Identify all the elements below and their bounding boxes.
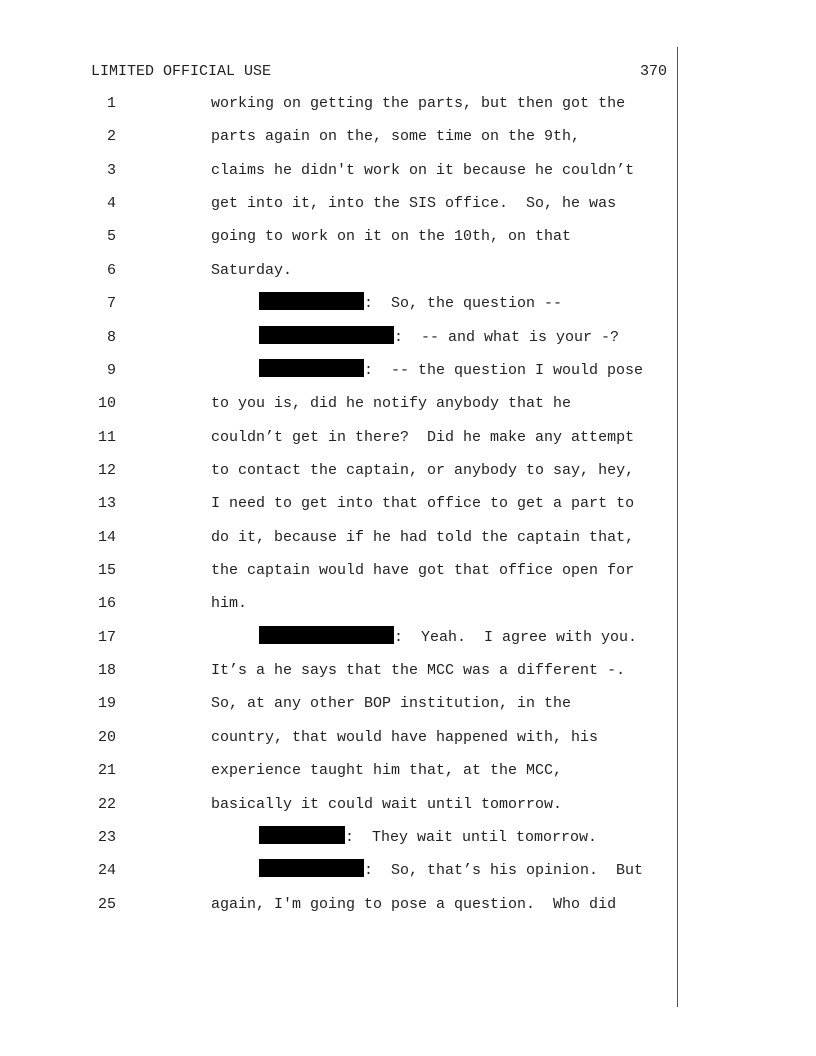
line-number: 6 [106,261,116,279]
transcript-line [0,125,680,158]
transcript-line [0,292,680,325]
line-text: I need to get into that office to get a part to [211,495,635,513]
line-number: 21 [97,762,116,780]
line-text: It’s a he says that the MCC was a different -. [211,662,626,680]
line-number: 1 [106,95,116,112]
line-number: 3 [106,161,116,179]
transcript-line [0,92,680,125]
line-number: 5 [106,228,116,246]
transcript-line [0,192,680,225]
transcript-line [0,859,680,892]
redacted-speaker-name [259,292,364,310]
speaker-line [259,826,597,849]
line-text: : So, that’s his opinion. But [364,862,644,880]
line-text: couldn’t get in there? Did he make any attempt [211,428,635,446]
transcript-line [0,893,680,926]
transcript-line [0,426,680,459]
line-text: experience taught him that, at the MCC, [211,762,563,780]
transcript-line [0,392,680,425]
line-text: get into it, into the SIS office. So, he was [211,195,617,213]
transcript-body [0,92,680,926]
speaker-line [259,626,637,649]
line-number: 22 [97,795,116,813]
transcript-line [0,492,680,525]
line-number: 14 [97,528,116,546]
redacted-speaker-name [259,359,364,377]
line-number: 7 [106,295,116,313]
line-text: going to work on it on the 10th, on that [211,228,572,246]
line-text: to you is, did he notify anybody that he [211,395,572,413]
line-number: 25 [97,895,116,913]
line-text: the captain would have got that office open for [211,562,635,580]
transcript-line [0,826,680,859]
transcript-line [0,759,680,792]
transcript-line [0,559,680,592]
line-text: again, I'm going to pose a question. Who did [211,895,617,913]
line-number: 16 [97,595,116,613]
line-number: 19 [97,695,116,713]
transcript-line [0,726,680,759]
transcript-line [0,793,680,826]
speaker-line [259,359,643,382]
transcript-line [0,659,680,692]
line-number: 13 [97,495,116,513]
transcript-line [0,526,680,559]
line-number: 10 [97,395,116,413]
redacted-speaker-name [259,826,345,844]
line-number: 9 [106,361,116,379]
line-number: 11 [97,428,116,446]
line-text: country, that would have happened with, his [211,728,599,746]
line-number: 2 [106,128,116,146]
speaker-line [259,326,619,349]
line-text: : They wait until tomorrow. [345,828,598,846]
line-text: : Yeah. I agree with you. [394,628,638,646]
speaker-line [259,292,562,315]
transcript-line [0,626,680,659]
line-number: 18 [97,662,116,680]
line-text: him. [211,595,248,613]
line-text: So, at any other BOP institution, in the [211,695,572,713]
line-text: do it, because if he had told the captain that, [211,528,635,546]
line-text: basically it could wait until tomorrow. [211,795,563,813]
transcript-line [0,326,680,359]
page-header [91,62,667,82]
transcript-line [0,225,680,258]
line-number: 23 [97,828,116,846]
speaker-line [259,859,643,882]
line-text: Saturday. [211,261,293,279]
transcript-line [0,459,680,492]
line-number: 17 [97,628,116,646]
line-text: claims he didn't work on it because he couldn’t [211,161,635,179]
line-text: : -- the question I would pose [364,361,644,379]
redacted-speaker-name [259,326,394,344]
line-number: 8 [106,328,116,346]
transcript-line [0,592,680,625]
line-number: 15 [97,562,116,580]
classification-label: LIMITED OFFICIAL USE [91,63,272,80]
line-number: 4 [106,195,116,213]
page-number: 370 [639,63,667,80]
redacted-speaker-name [259,859,364,877]
transcript-line [0,259,680,292]
line-text: to contact the captain, or anybody to say, hey, [211,461,635,479]
line-text: : -- and what is your -? [394,328,620,346]
line-number: 20 [97,728,116,746]
redacted-speaker-name [259,626,394,644]
transcript-line [0,159,680,192]
line-number: 12 [97,461,116,479]
line-number: 24 [97,862,116,880]
line-text: : So, the question -- [364,295,563,313]
transcript-line [0,692,680,725]
line-text: working on getting the parts, but then got the [211,95,626,112]
transcript-line [0,359,680,392]
line-text: parts again on the, some time on the 9th, [211,128,581,146]
